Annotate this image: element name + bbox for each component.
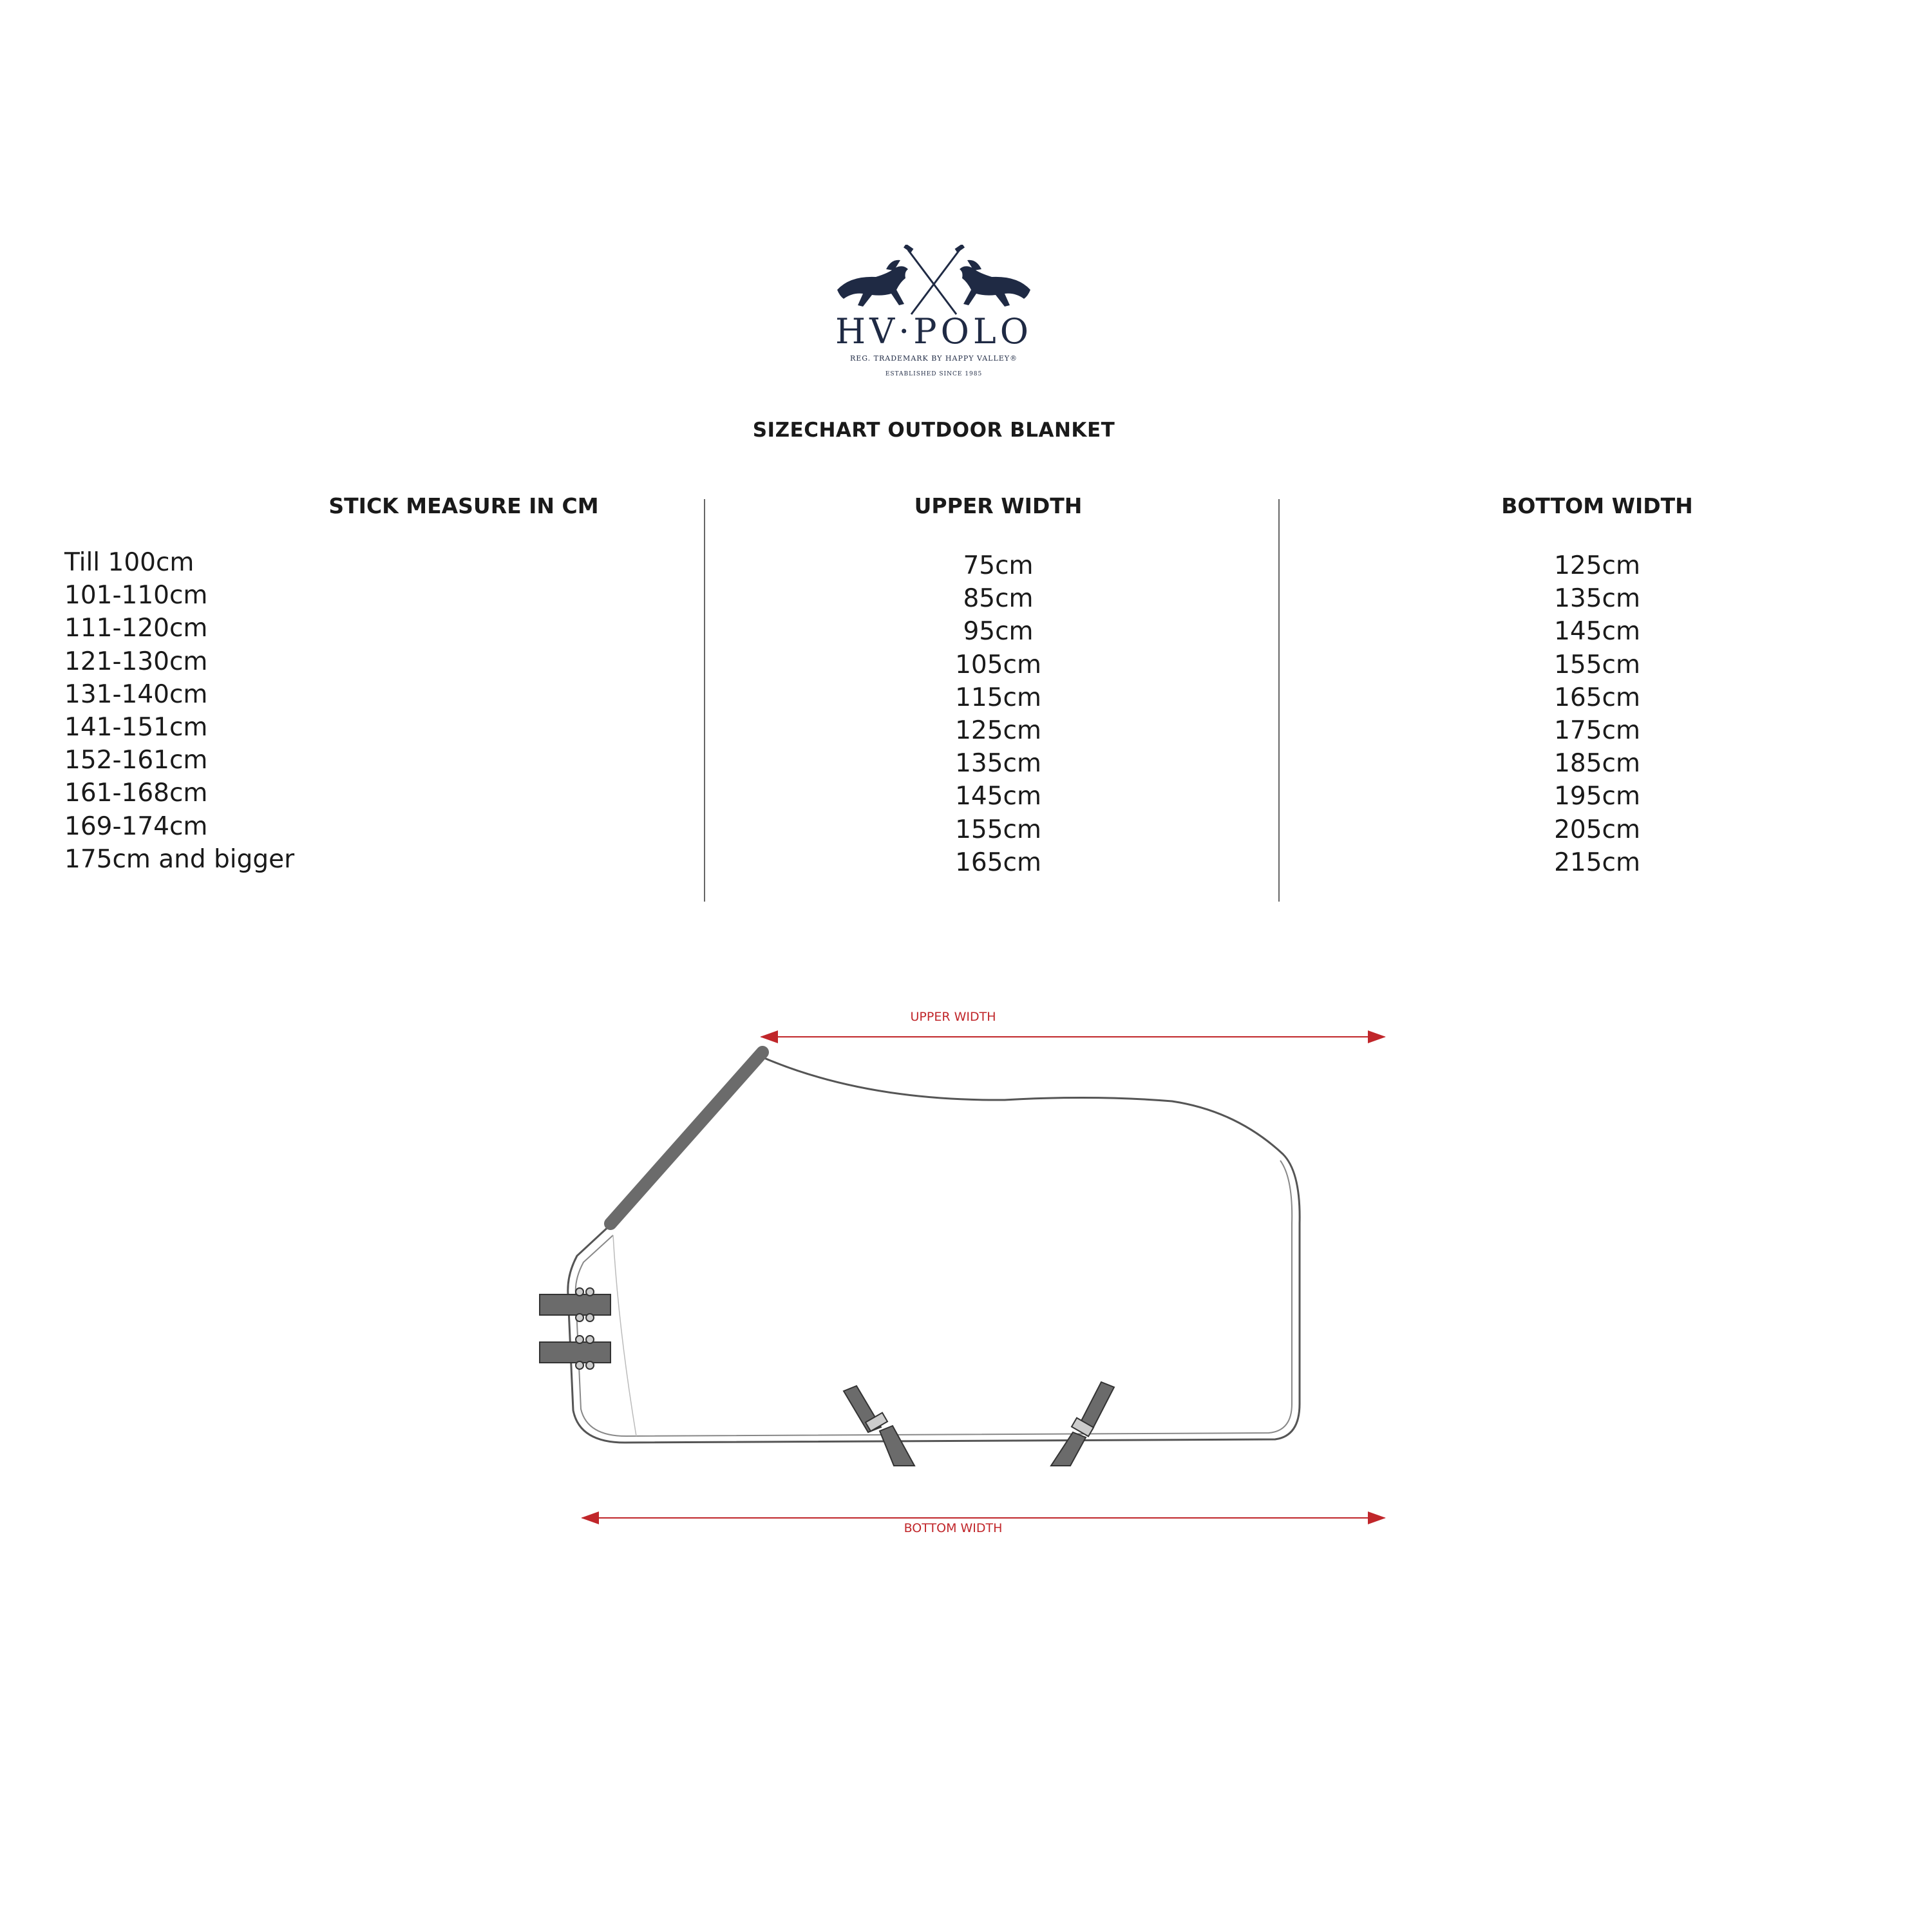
table-cell: 125cm [1554, 551, 1640, 580]
column-header-bottom-width: BOTTOM WIDTH [1501, 493, 1693, 518]
table-cell: 161-168cm [64, 779, 208, 808]
belly-strap-icon [844, 1386, 914, 1466]
table-cell: 145cm [1554, 617, 1640, 647]
blanket-outline-svg [528, 992, 1404, 1546]
table-cell: 205cm [1554, 815, 1640, 844]
table-cell: 175cm [1554, 715, 1640, 745]
column-header-stick-measure: STICK MEASURE IN CM [328, 493, 599, 518]
table-cell: 155cm [955, 815, 1041, 844]
upper-width-column [902, 549, 1095, 879]
table-cell: 131-140cm [64, 679, 208, 709]
table-cell: 135cm [955, 749, 1041, 779]
brand-name: HV·POLO [835, 311, 1032, 352]
polo-horses-logo-icon [824, 245, 1043, 316]
blanket-outline [568, 1056, 1300, 1443]
table-cell: 125cm [955, 715, 1041, 745]
table-cell: 185cm [1554, 749, 1640, 779]
table-cell: 115cm [955, 683, 1041, 712]
table-cell: 75cm [963, 551, 1034, 580]
table-cell: 165cm [955, 848, 1041, 877]
page-title: SIZECHART OUTDOOR BLANKET [752, 419, 1115, 442]
table-cell: 152-161cm [64, 746, 208, 775]
belly-strap-icon [1051, 1382, 1114, 1466]
table-cell: 155cm [1554, 650, 1640, 679]
table-cell: 195cm [1554, 782, 1640, 811]
blanket-diagram [528, 992, 1404, 1546]
table-cell: 121-130cm [64, 647, 208, 676]
neck-binding [611, 1052, 762, 1224]
table-cell: 135cm [1554, 584, 1640, 614]
blanket-binding [576, 1160, 1292, 1436]
brand-established: ESTABLISHED SINCE 1985 [885, 371, 983, 377]
table-cell: 111-120cm [64, 614, 208, 643]
table-cell: Till 100cm [64, 548, 194, 577]
chest-seam [613, 1235, 636, 1436]
table-cell: 95cm [963, 617, 1034, 647]
table-cell: 215cm [1554, 848, 1640, 877]
table-cell: 141-151cm [64, 712, 208, 742]
table-cell: 165cm [1554, 683, 1640, 712]
stick-measure-column [64, 546, 386, 876]
bottom-width-column [1501, 549, 1694, 879]
chest-strap-icon [540, 1288, 611, 1369]
brand-logo [773, 245, 1095, 386]
bottom-width-label: BOTTOM WIDTH [904, 1521, 1003, 1535]
table-cell: 175cm and bigger [64, 844, 295, 874]
table-cell: 101-110cm [64, 581, 208, 611]
upper-width-label: UPPER WIDTH [910, 1010, 996, 1024]
table-cell: 105cm [955, 650, 1041, 679]
brand-trademark: REG. TRADEMARK BY HAPPY VALLEY® [849, 354, 1018, 363]
column-divider [704, 499, 705, 902]
column-header-upper-width: UPPER WIDTH [914, 493, 1083, 518]
table-cell: 145cm [955, 782, 1041, 811]
column-divider [1278, 499, 1280, 902]
table-cell: 169-174cm [64, 811, 208, 841]
table-cell: 85cm [963, 584, 1034, 614]
